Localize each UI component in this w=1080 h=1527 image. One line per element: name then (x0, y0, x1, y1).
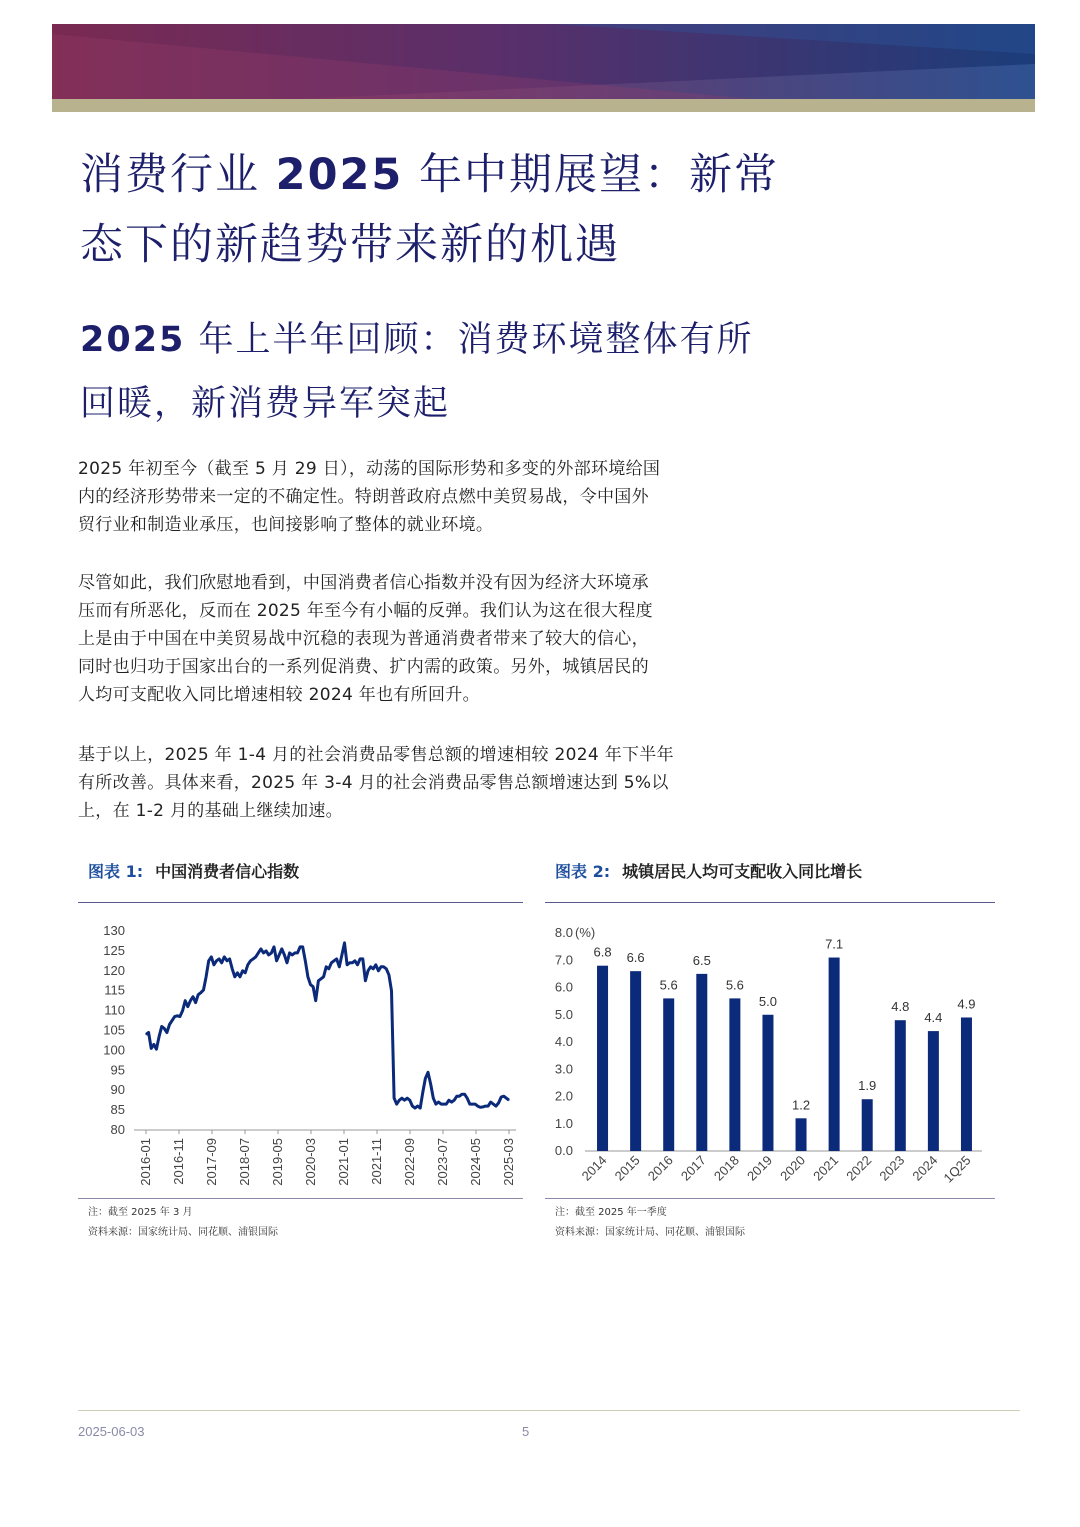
x-tick-label: 2017-09 (204, 1138, 219, 1186)
data-point (339, 966, 340, 967)
y-tick-label: 5.0 (554, 1006, 573, 1022)
y-tick-label: 0.0 (554, 1143, 573, 1158)
y-tick-label: 1.0 (554, 1115, 573, 1131)
paragraph-line: 上是由于中国在中美贸易战中沉稳的表现为普通消费者带来了较大的信心， (78, 629, 649, 649)
data-point (213, 964, 214, 965)
y-tick-label: 85 (110, 1102, 125, 1118)
data-point (428, 1072, 429, 1073)
data-point (247, 964, 248, 965)
data-point (435, 1104, 436, 1105)
data-point (454, 1100, 455, 1101)
x-tick-label: 2019 (744, 1152, 776, 1184)
data-point (211, 956, 212, 957)
data-point (302, 946, 303, 947)
data-point (472, 1104, 473, 1105)
data-point (300, 946, 301, 947)
bar-2015 (630, 971, 641, 1151)
title-line-1 (80, 140, 800, 210)
data-point (354, 960, 355, 961)
data-point (203, 989, 204, 990)
bar-value-label: 6.5 (692, 952, 711, 968)
data-point (169, 1024, 170, 1025)
data-point (336, 958, 337, 959)
line-chart-consumer-confidence (78, 903, 523, 1198)
data-point (506, 1098, 507, 1099)
data-point (229, 958, 230, 959)
paragraph-line: 尽管如此，我们欣慰地看到，中国消费者信心指数并没有因为经济大环境承 (78, 573, 649, 593)
data-point (448, 1100, 449, 1101)
data-point (404, 1100, 405, 1101)
x-tick-label: 2024 (909, 1152, 941, 1184)
data-point (495, 1106, 496, 1107)
figure-1-bottom-rule (78, 1198, 523, 1199)
data-point (279, 954, 280, 955)
y-tick-label: 130 (103, 923, 125, 938)
y-tick-label: 2.0 (554, 1088, 573, 1104)
data-point (488, 1106, 489, 1107)
data-point (459, 1096, 460, 1097)
data-point (164, 1028, 165, 1029)
data-point (321, 978, 322, 979)
data-point (401, 1098, 402, 1099)
bar-value-label: 7.1 (825, 936, 844, 952)
x-tick-label: 2023-07 (435, 1138, 450, 1186)
data-point (394, 1098, 395, 1099)
x-tick-label: 2022-09 (402, 1138, 417, 1186)
data-point (315, 1000, 316, 1001)
data-point (216, 960, 217, 961)
data-point (462, 1094, 463, 1095)
data-point (475, 1104, 476, 1105)
bar-value-label: 6.6 (626, 950, 645, 966)
data-point (383, 966, 384, 967)
data-point (190, 1000, 191, 1001)
title-text: 消费行业 (80, 150, 276, 200)
bar-value-label: 6.8 (593, 944, 612, 960)
bar-value-label: 1.2 (792, 1097, 811, 1113)
data-point (156, 1049, 157, 1050)
data-point (381, 966, 382, 967)
data-point (415, 1108, 416, 1109)
data-point (281, 948, 282, 949)
data-point (179, 1016, 180, 1017)
x-tick-label: 2019-05 (270, 1138, 285, 1186)
bar-value-label: 5.6 (659, 977, 678, 993)
bar-value-label: 4.8 (891, 999, 910, 1015)
data-point (305, 960, 306, 961)
paragraph-1 (78, 455, 788, 539)
data-point (260, 948, 261, 949)
data-point (441, 1104, 442, 1105)
bar-value-label: 4.9 (957, 996, 976, 1012)
data-point (409, 1100, 410, 1101)
data-point (386, 968, 387, 969)
data-point (271, 952, 272, 953)
paragraph-line: 同时也归功于国家出台的一系列促消费、扩内需的政策。另外，城镇居民的 (78, 657, 649, 677)
x-tick-label: 2020-03 (303, 1138, 318, 1186)
footer-rule (78, 1410, 1020, 1411)
figure-1 (78, 855, 523, 1243)
data-point (263, 952, 264, 953)
data-point (477, 1106, 478, 1107)
y-tick-label: 6.0 (554, 979, 573, 995)
data-point (456, 1096, 457, 1097)
data-point (153, 1044, 154, 1045)
paragraph-line: 有所改善。具体来看，2025 年 3-4 月的社会消费品零售总额增速达到 5%以 (78, 773, 669, 793)
paragraph-line: 贸行业和制造业承压，也间接影响了整体的就业环境。 (78, 515, 494, 535)
x-tick-label: 2024-05 (468, 1138, 483, 1186)
data-point (310, 984, 311, 985)
data-point (253, 958, 254, 959)
data-point (237, 972, 238, 973)
title-year: 2025 (275, 150, 404, 200)
bar-2020 (796, 1118, 807, 1151)
paragraph-line: 内的经济形势带来一定的不确定性。特朗普政府点燃中美贸易战，令中国外 (78, 487, 649, 507)
data-point (289, 952, 290, 953)
paragraph-line: 上，在 1-2 月的基础上继续加速。 (78, 801, 343, 821)
y-tick-label: 3.0 (554, 1061, 573, 1077)
data-point (391, 990, 392, 991)
bar-1Q25 (961, 1017, 972, 1151)
data-point (287, 962, 288, 963)
bar-2023 (895, 1020, 906, 1151)
figure-1-label: 图表 1: (88, 862, 144, 881)
data-point (221, 962, 222, 963)
data-point (219, 958, 220, 959)
y-tick-label: 80 (110, 1122, 125, 1137)
paragraph-line: 2025 年初至今（截至 5 月 29 日），动荡的国际形势和多变的外部环境给国 (78, 459, 661, 479)
x-tick-label: 2014 (578, 1152, 610, 1184)
bar-2018 (729, 998, 740, 1151)
data-point (266, 950, 267, 951)
x-tick-label: 2023 (876, 1152, 908, 1184)
data-point (509, 1100, 510, 1101)
data-point (467, 1098, 468, 1099)
data-point (258, 952, 259, 953)
data-point (148, 1032, 149, 1033)
figure-2-source: 资料来源：国家统计局、同花顺、浦银国际 (555, 1227, 745, 1238)
figure-2 (545, 855, 995, 1243)
data-point (375, 964, 376, 965)
data-point (412, 1106, 413, 1107)
bar-value-label: 5.6 (725, 977, 744, 993)
data-point (268, 954, 269, 955)
figure-2-bottom-rule (545, 1198, 995, 1199)
data-point (166, 1032, 167, 1033)
data-point (490, 1102, 491, 1103)
data-point (328, 968, 329, 969)
data-point (399, 1100, 400, 1101)
y-tick-label: 120 (103, 962, 125, 978)
data-point (352, 962, 353, 963)
data-point (146, 1034, 147, 1035)
data-point (407, 1098, 408, 1099)
paragraph-line: 基于以上，2025 年 1-4 月的社会消费品零售总额的增速相较 2024 年下半年 (78, 745, 674, 765)
data-point (234, 976, 235, 977)
data-point (378, 970, 379, 971)
x-tick-label: 2018-07 (237, 1138, 252, 1186)
data-point (433, 1098, 434, 1099)
y-unit-label: (%) (575, 925, 596, 940)
data-point (185, 1000, 186, 1001)
data-point (331, 962, 332, 963)
data-point (349, 962, 350, 963)
data-point (365, 980, 366, 981)
data-point (151, 1048, 152, 1049)
data-point (294, 952, 295, 953)
data-point (318, 980, 319, 981)
data-point (480, 1107, 481, 1108)
bar-value-label: 5.0 (758, 993, 777, 1009)
y-tick-label: 8.0 (554, 925, 573, 940)
data-point (469, 1104, 470, 1105)
section-heading (80, 308, 800, 436)
figure-2-caption (545, 855, 995, 889)
banner-graphic (52, 24, 1035, 112)
data-point (485, 1106, 486, 1107)
figure-2-label: 图表 2: (555, 862, 611, 881)
bar-value-label: 4.4 (924, 1010, 943, 1026)
data-point (198, 994, 199, 995)
data-point (224, 956, 225, 957)
data-point (172, 1020, 173, 1021)
x-tick-label: 2017 (677, 1152, 709, 1184)
figure-1-caption (78, 855, 523, 889)
x-tick-label: 2015 (611, 1152, 643, 1184)
page-number: 5 (522, 1424, 530, 1439)
data-point (357, 964, 358, 965)
data-point (159, 1036, 160, 1037)
section-line-2: 回暖，新消费异军突起 (80, 384, 451, 424)
bar-2014 (597, 966, 608, 1151)
data-point (240, 976, 241, 977)
data-point (493, 1104, 494, 1105)
data-point (425, 1078, 426, 1079)
data-point (368, 970, 369, 971)
data-point (206, 976, 207, 977)
data-point (274, 946, 275, 947)
x-tick-label: 1Q25 (940, 1152, 974, 1186)
data-point (501, 1097, 502, 1098)
bar-2024 (928, 1031, 939, 1151)
data-point (174, 1016, 175, 1017)
data-point (482, 1106, 483, 1107)
header-banner (52, 24, 1035, 112)
section-year: 2025 (80, 320, 186, 360)
y-tick-label: 90 (110, 1082, 125, 1098)
data-point (360, 958, 361, 959)
data-point (323, 976, 324, 977)
data-point (344, 942, 345, 943)
data-point (161, 1026, 162, 1027)
bar-2016 (663, 998, 674, 1151)
data-point (373, 968, 374, 969)
data-point (417, 1106, 418, 1107)
bar-2017 (696, 974, 707, 1151)
x-tick-label: 2018 (710, 1152, 742, 1184)
title-line-2: 态下的新趋势带来新的机遇 (80, 220, 620, 270)
data-point (208, 960, 209, 961)
x-tick-label: 2021-01 (336, 1138, 351, 1186)
y-tick-label: 4.0 (554, 1034, 573, 1049)
data-point (200, 992, 201, 993)
y-tick-label: 105 (103, 1022, 125, 1038)
paragraph-2 (78, 569, 788, 709)
x-tick-label: 2016-11 (171, 1138, 186, 1185)
data-point (187, 1006, 188, 1007)
footer-date: 2025-06-03 (78, 1424, 145, 1439)
data-point (438, 1102, 439, 1103)
data-point (498, 1102, 499, 1103)
data-point (284, 954, 285, 955)
figure-2-note: 注：截至 2025 年一季度 (555, 1207, 667, 1218)
data-point (420, 1108, 421, 1109)
data-point (451, 1102, 452, 1103)
data-point (347, 964, 348, 965)
data-point (422, 1092, 423, 1093)
series-line-consumer-confidence (146, 943, 509, 1108)
data-point (227, 960, 228, 961)
data-point (195, 1002, 196, 1003)
y-tick-label: 7.0 (554, 952, 573, 968)
data-point (362, 958, 363, 959)
data-point (177, 1015, 178, 1016)
y-tick-label: 110 (104, 1002, 125, 1018)
section-text: 年上半年回顾：消费环境整体有所 (185, 320, 754, 360)
data-point (255, 956, 256, 957)
report-title (80, 140, 800, 280)
data-point (182, 1010, 183, 1011)
data-point (313, 986, 314, 987)
data-point (443, 1104, 444, 1105)
figure-1-title: 中国消费者信心指数 (155, 862, 300, 881)
x-tick-label: 2016 (644, 1152, 676, 1184)
x-tick-label: 2022 (843, 1152, 875, 1184)
figure-1-note: 注：截至 2025 年 3 月 (88, 1207, 193, 1218)
section-line-1 (80, 308, 800, 372)
y-tick-label: 100 (103, 1042, 125, 1058)
data-point (396, 1104, 397, 1105)
paragraph-line: 人均可支配收入同比增速相较 2024 年也有所回升。 (78, 685, 480, 705)
paragraph-3 (78, 741, 788, 825)
x-tick-label: 2025-03 (501, 1138, 516, 1186)
y-tick-label: 125 (103, 942, 125, 958)
bar-value-label: 1.9 (858, 1078, 877, 1094)
bar-2022 (862, 1099, 873, 1151)
x-tick-label: 2020 (777, 1152, 809, 1184)
data-point (292, 954, 293, 955)
x-tick-label: 2016-01 (138, 1138, 153, 1186)
bar-chart-income-growth (545, 903, 995, 1198)
bar-2021 (829, 958, 840, 1151)
data-point (370, 966, 371, 967)
data-point (250, 960, 251, 961)
data-point (326, 966, 327, 967)
title-text: 年中期展望：新常 (403, 150, 780, 200)
data-point (232, 968, 233, 969)
paragraph-line: 压而有所恶化，反而在 2025 年至今有小幅的反弹。我们认为这在很大程度 (78, 601, 653, 621)
x-tick-label: 2021-11 (369, 1138, 384, 1185)
data-point (446, 1104, 447, 1105)
data-point (276, 960, 277, 961)
data-point (307, 976, 308, 977)
y-tick-label: 95 (110, 1062, 125, 1078)
bar-2019 (762, 1015, 773, 1151)
data-point (242, 970, 243, 971)
figure-2-title: 城镇居民人均可支配收入同比增长 (622, 862, 863, 881)
data-point (193, 996, 194, 997)
data-point (430, 1084, 431, 1085)
data-point (503, 1096, 504, 1097)
x-tick-label: 2021 (810, 1152, 842, 1184)
figure-1-source: 资料来源：国家统计局、同花顺、浦银国际 (88, 1227, 278, 1238)
data-point (334, 960, 335, 961)
data-point (341, 954, 342, 955)
data-point (297, 952, 298, 953)
data-point (245, 972, 246, 973)
y-tick-label: 115 (104, 982, 125, 998)
data-point (464, 1094, 465, 1095)
data-point (388, 974, 389, 975)
